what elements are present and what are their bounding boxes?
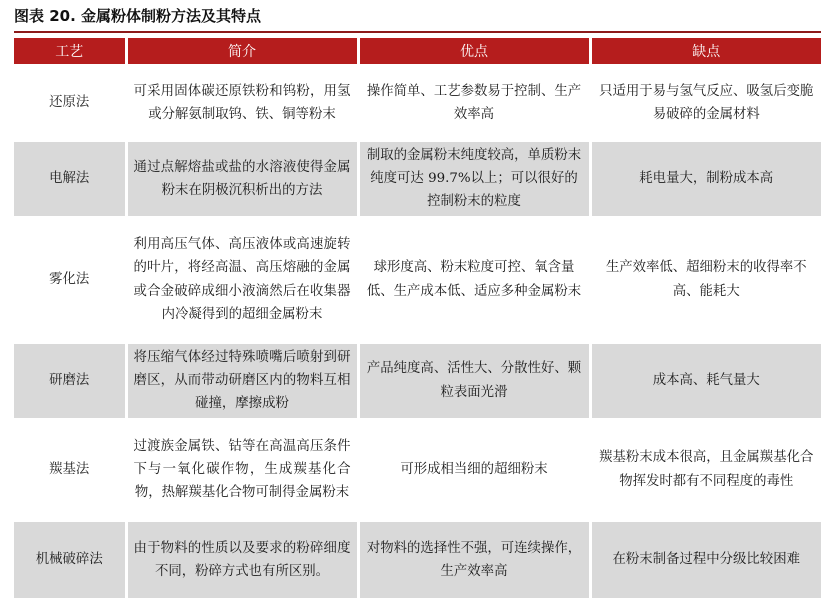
process-cell: 电解法	[14, 141, 126, 218]
powder-methods-table	[14, 38, 821, 598]
cons-cell: 耗电量大，制粉成本高	[590, 141, 821, 218]
title-divider	[14, 31, 821, 33]
header-intro: 简介	[126, 38, 358, 66]
cons-cell: 在粉末制备过程中分级比较困难	[590, 520, 821, 598]
intro-cell: 过渡族金属铁、钴等在高温高压条件下与一氧化碳作物，生成羰基化合物，热解羰基化合物可制得金属粉末	[126, 419, 358, 520]
header-pros: 优点	[358, 38, 590, 66]
header-process: 工艺	[14, 38, 126, 66]
pros-cell: 对物料的选择性不强，可连续操作，生产效率高	[358, 520, 590, 598]
process-cell: 雾化法	[14, 217, 126, 342]
intro-cell: 可采用固体碳还原铁粉和钨粉，用氢或分解氨制取钨、铁、铜等粉末	[126, 66, 358, 141]
process-cell: 羰基法	[14, 419, 126, 520]
pros-cell: 可形成相当细的超细粉末	[358, 419, 590, 520]
pros-cell: 球形度高、粉末粒度可控、氧含量低、生产成本低、适应多种金属粉末	[358, 217, 590, 342]
intro-cell: 由于物料的性质以及要求的粉碎细度不同，粉碎方式也有所区别。	[126, 520, 358, 598]
table-row	[14, 419, 821, 520]
table-row	[14, 520, 821, 598]
cons-cell: 只适用于易与氢气反应、吸氢后变脆易破碎的金属材料	[590, 66, 821, 141]
table-header-row	[14, 38, 821, 66]
intro-cell: 通过点解熔盐或盐的水溶液使得金属粉末在阴极沉积析出的方法	[126, 141, 358, 218]
process-cell: 还原法	[14, 66, 126, 141]
cons-cell: 成本高、耗气量大	[590, 342, 821, 419]
table-row	[14, 141, 821, 218]
pros-cell: 制取的金属粉末纯度较高，单质粉末纯度可达 99.7%以上；可以很好的控制粉末的粒度	[358, 141, 590, 218]
process-cell: 研磨法	[14, 342, 126, 419]
pros-cell: 操作简单、工艺参数易于控制、生产效率高	[358, 66, 590, 141]
cons-cell: 羰基粉末成本很高，且金属羰基化合物挥发时都有不同程度的毒性	[590, 419, 821, 520]
figure-title: 图表 20. 金属粉体制粉方法及其特点	[14, 7, 262, 25]
table-row	[14, 66, 821, 141]
process-cell: 机械破碎法	[14, 520, 126, 598]
table-row	[14, 217, 821, 342]
cons-cell: 生产效率低、超细粉末的收得率不高、能耗大	[590, 217, 821, 342]
intro-cell: 利用高压气体、高压液体或高速旋转的叶片，将经高温、高压熔融的金属或合金破碎成细小液滴然后在收集器内冷凝得到的超细金属粉末	[126, 217, 358, 342]
intro-cell: 将压缩气体经过特殊喷嘴后喷射到研磨区，从而带动研磨区内的物料互相碰撞，摩擦成粉	[126, 342, 358, 419]
pros-cell: 产品纯度高、活性大、分散性好、颗粒表面光滑	[358, 342, 590, 419]
header-cons: 缺点	[590, 38, 821, 66]
table-row	[14, 342, 821, 419]
